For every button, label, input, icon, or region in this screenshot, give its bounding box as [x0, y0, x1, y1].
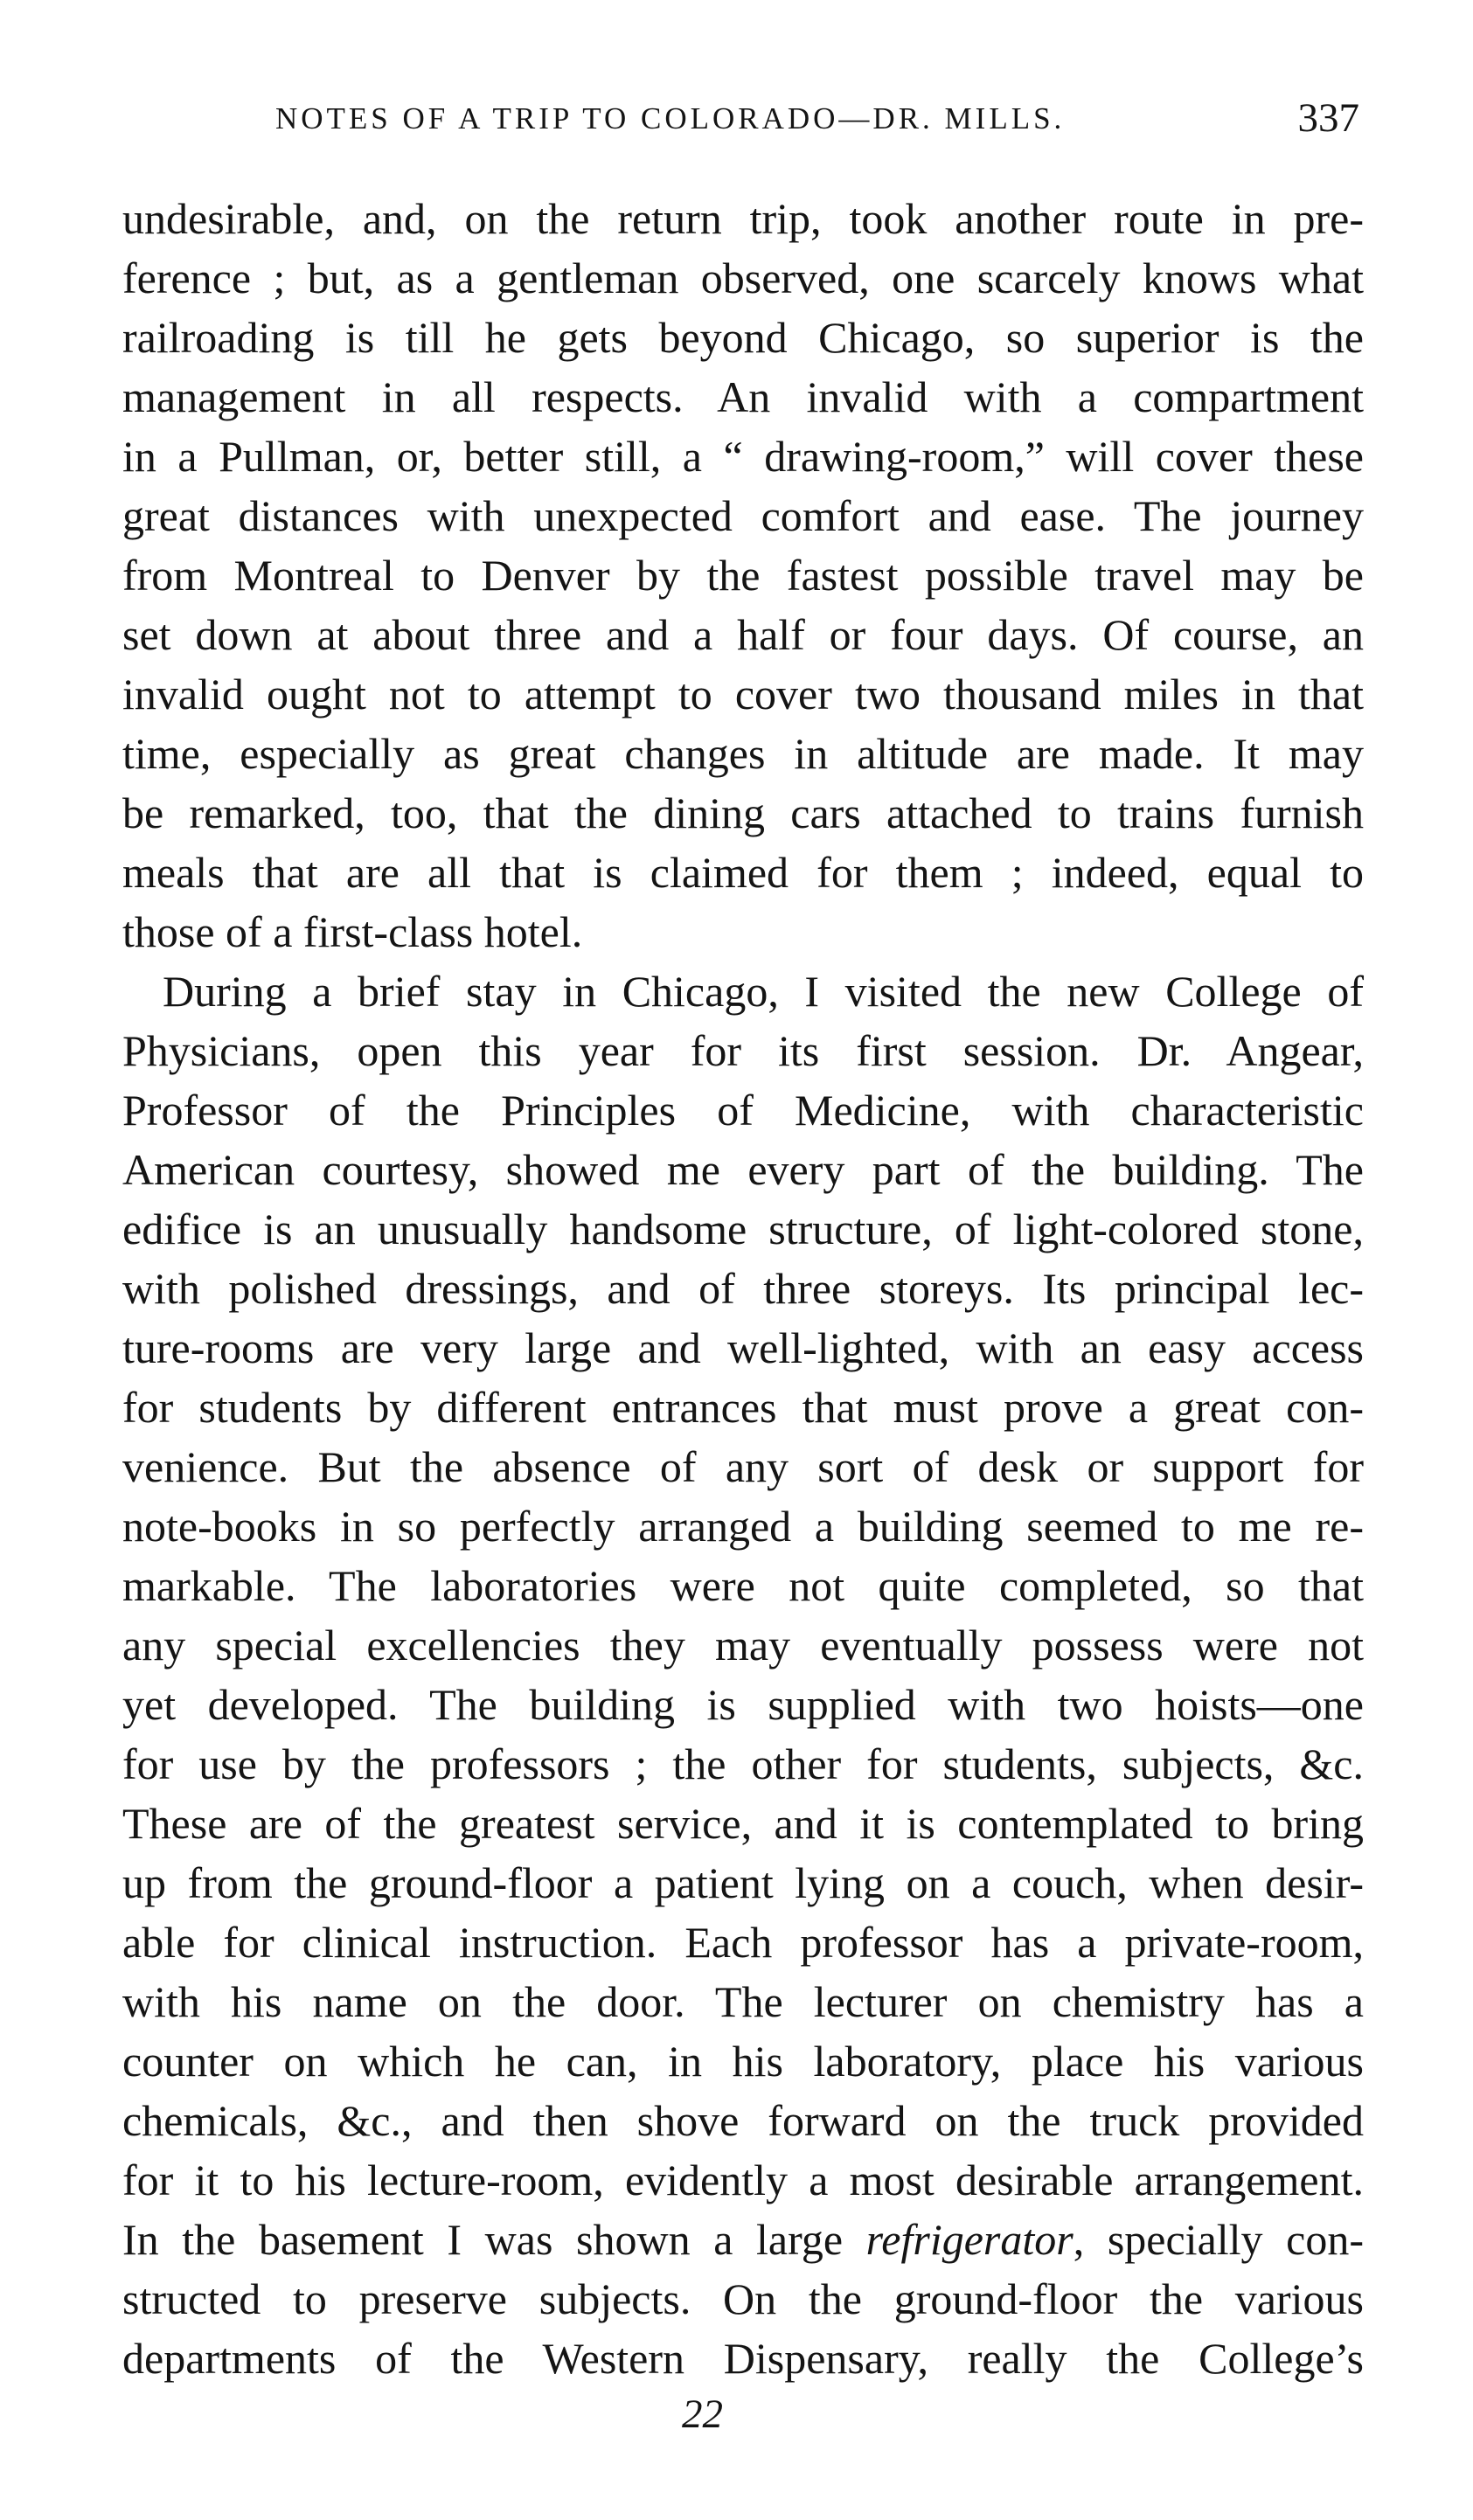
text-line: Professor of the Principles of Medicine, with characteristic [122, 1086, 1364, 1135]
text-line: departments of the Western Dispensary, really the College’s [122, 2334, 1364, 2383]
text-line: great distances with unexpected comfort and ease. The journey [122, 491, 1364, 540]
text-fragment: In the basement I was shown a large [122, 2215, 866, 2264]
text-line: ture-rooms are very large and well-lighted, with an easy access [122, 1323, 1364, 1372]
emphasized-word: refrigerator [865, 2215, 1073, 2264]
text-line: These are of the greatest service, and it is contemplated to bring [122, 1799, 1364, 1848]
text-line: in a Pullman, or, better still, a “ drawing-room,” will cover these [122, 432, 1364, 481]
body-text [122, 189, 1364, 2388]
text-fragment: , specially con- [1073, 2215, 1364, 2264]
text-line: set down at about three and a half or four days. Of course, an [122, 610, 1364, 659]
text-line: up from the ground-floor a patient lying on a couch, when desir- [122, 1858, 1364, 1907]
text-line: ference ; but, as a gentleman observed, one scarcely knows what [122, 253, 1364, 302]
text-line: any special excellencies they may eventually possess were not [122, 1621, 1364, 1670]
text-line: edifice is an unusually handsome structure, of light-colored stone, [122, 1204, 1364, 1253]
paragraph-last-line: those of a first-class hotel. [122, 907, 583, 956]
text-line: able for clinical instruction. Each professor has a private-room, [122, 1918, 1364, 1967]
running-head [275, 94, 1359, 147]
text-line: Physicians, open this year for its first session. Dr. Angear, [122, 1026, 1364, 1075]
running-title: NOTES OF A TRIP TO COLORADO—DR. MILLS. [275, 101, 1066, 135]
text-line: venience. But the absence of any sort of desk or support for [122, 1442, 1364, 1491]
text-line: structed to preserve subjects. On the ground-floor the various [122, 2274, 1364, 2323]
text-line: undesirable, and, on the return trip, took another route in pre- [122, 194, 1364, 243]
text-line: markable. The laboratories were not quite completed, so that [122, 1561, 1364, 1610]
text-line: railroading is till he gets beyond Chicago, so superior is the [122, 313, 1364, 362]
text-line: chemicals, &c., and then shove forward on the truck provided [122, 2096, 1364, 2145]
text-line: counter on which he can, in his laboratory, place his various [122, 2037, 1364, 2086]
text-line: be remarked, too, that the dining cars attached to trains furnish [122, 788, 1364, 837]
text-line: time, especially as great changes in altitude are made. It may [122, 729, 1364, 778]
text-line: from Montreal to Denver by the fastest possible travel may be [122, 551, 1364, 600]
text-line: yet developed. The building is supplied with two hoists—one [122, 1680, 1364, 1729]
text-line: for students by different entrances that must prove a great con- [122, 1383, 1364, 1432]
text-line: with polished dressings, and of three storeys. Its principal lec- [122, 1264, 1364, 1313]
printer-signature-mark: 22 [682, 2392, 723, 2437]
text-line: with his name on the door. The lecturer on chemistry has a [122, 1977, 1364, 2026]
text-line-with-emphasis [122, 2210, 1364, 2269]
text-line: for it to his lecture-room, evidently a most desirable arrangement. [122, 2156, 1364, 2204]
text-line: meals that are all that is claimed for them ; indeed, equal to [122, 848, 1364, 897]
text-line: management in all respects. An invalid with a compartment [122, 372, 1364, 421]
paragraph-first-line: During a brief stay in Chicago, I visited the new College of [163, 967, 1364, 1016]
text-line: for use by the professors ; the other for students, subjects, &c. [122, 1739, 1364, 1788]
page-number: 337 [1297, 95, 1359, 141]
text-line: American courtesy, showed me every part of the building. The [122, 1145, 1364, 1194]
text-line: invalid ought not to attempt to cover two thousand miles in that [122, 670, 1364, 719]
text-line: note-books in so perfectly arranged a building seemed to me re- [122, 1502, 1364, 1551]
